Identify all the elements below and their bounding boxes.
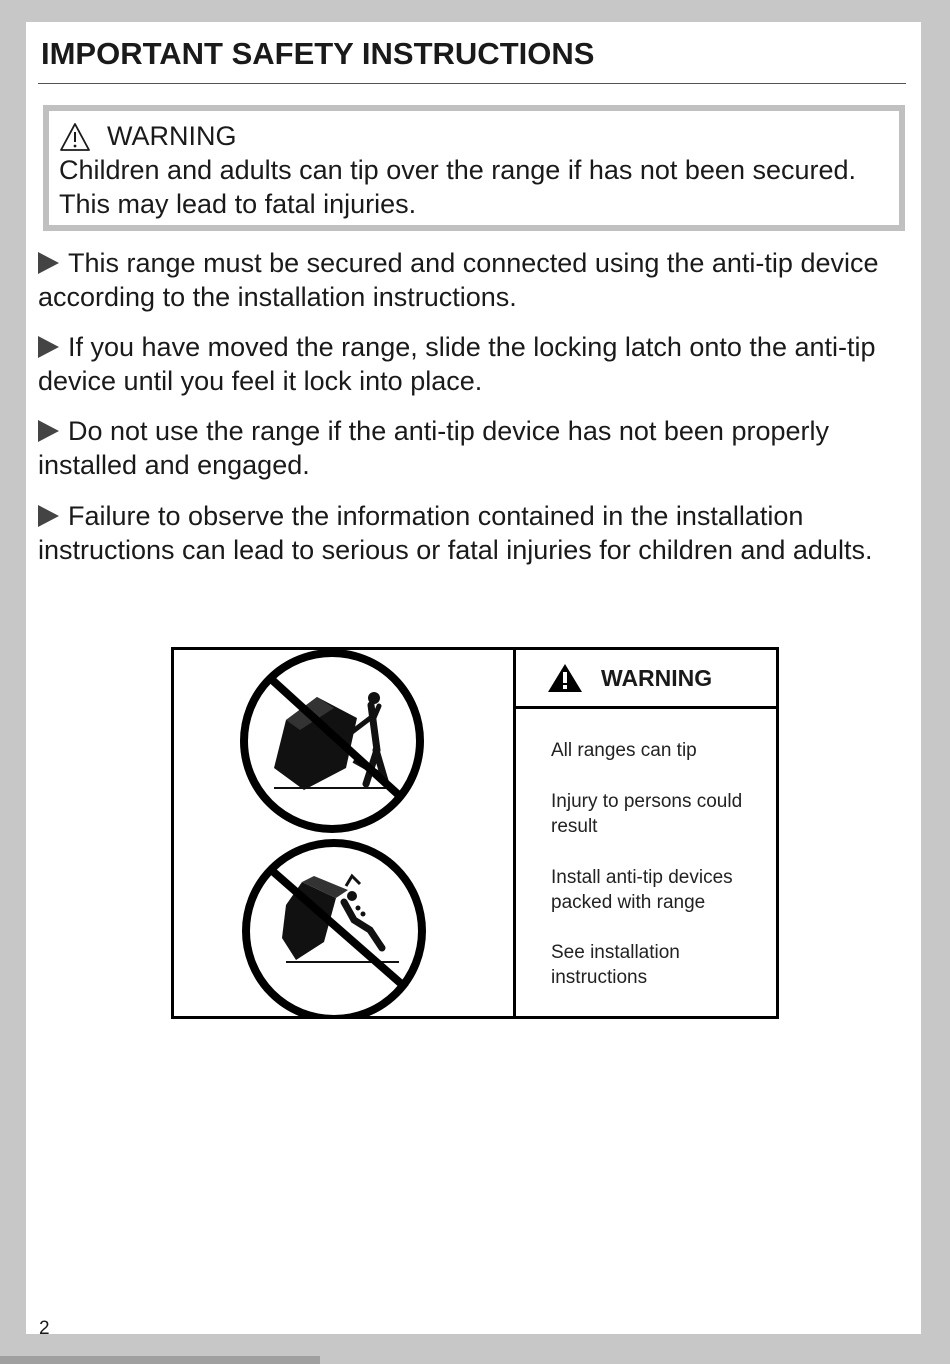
bullet-item: [38, 330, 908, 398]
bullet-text: Do not use the range if the anti-tip device has not been properly installed and engaged.: [38, 416, 829, 480]
warning-triangle-icon: [547, 663, 583, 693]
arrow-bullet-icon: [38, 420, 59, 442]
bullet-text: Failure to observe the information contained in the installation instructions can lead to serious or fatal injuries for children and adults.: [38, 501, 873, 565]
warning-box: [43, 105, 905, 231]
label-item: Install anti-tip devices packed with range: [551, 867, 733, 913]
prohibited-tip-over-icon: [244, 653, 420, 829]
warning-triangle-icon: [59, 122, 91, 152]
page-number: 2: [39, 1318, 50, 1339]
bottom-edge-strip: [0, 1356, 320, 1364]
bullet-item: [38, 246, 908, 314]
arrow-bullet-icon: [38, 252, 59, 274]
label-item: Injury to persons could result: [551, 791, 743, 837]
label-item: See installation instructions: [551, 942, 680, 988]
label-heading-text: WARNING: [601, 664, 713, 691]
page-title: IMPORTANT SAFETY INSTRUCTIONS: [41, 36, 595, 71]
title-divider: [38, 83, 906, 84]
arrow-bullet-icon: [38, 336, 59, 358]
bullet-text: This range must be secured and connected using the anti-tip device according to the installation instructions.: [38, 248, 879, 312]
bullet-text: If you have moved the range, slide the locking latch onto the anti-tip device until you feel it lock into place.: [38, 332, 876, 396]
label-item: All ranges can tip: [551, 740, 697, 761]
prohibited-child-climbing-icon: [246, 843, 422, 1016]
label-heading: [516, 650, 776, 709]
warning-heading: [59, 121, 237, 152]
tipping-pictograms: [174, 650, 513, 1016]
warning-heading-text: WARNING: [107, 121, 237, 151]
arrow-bullet-icon: [38, 505, 59, 527]
bullet-item: [38, 499, 908, 567]
warning-line-1: Children and adults can tip over the range if has not been secured.: [59, 155, 857, 185]
warning-line-2: This may lead to fatal injuries.: [59, 189, 417, 219]
anti-tip-warning-label: [171, 647, 779, 1019]
bullet-item: [38, 414, 908, 482]
manual-page: [26, 22, 921, 1339]
